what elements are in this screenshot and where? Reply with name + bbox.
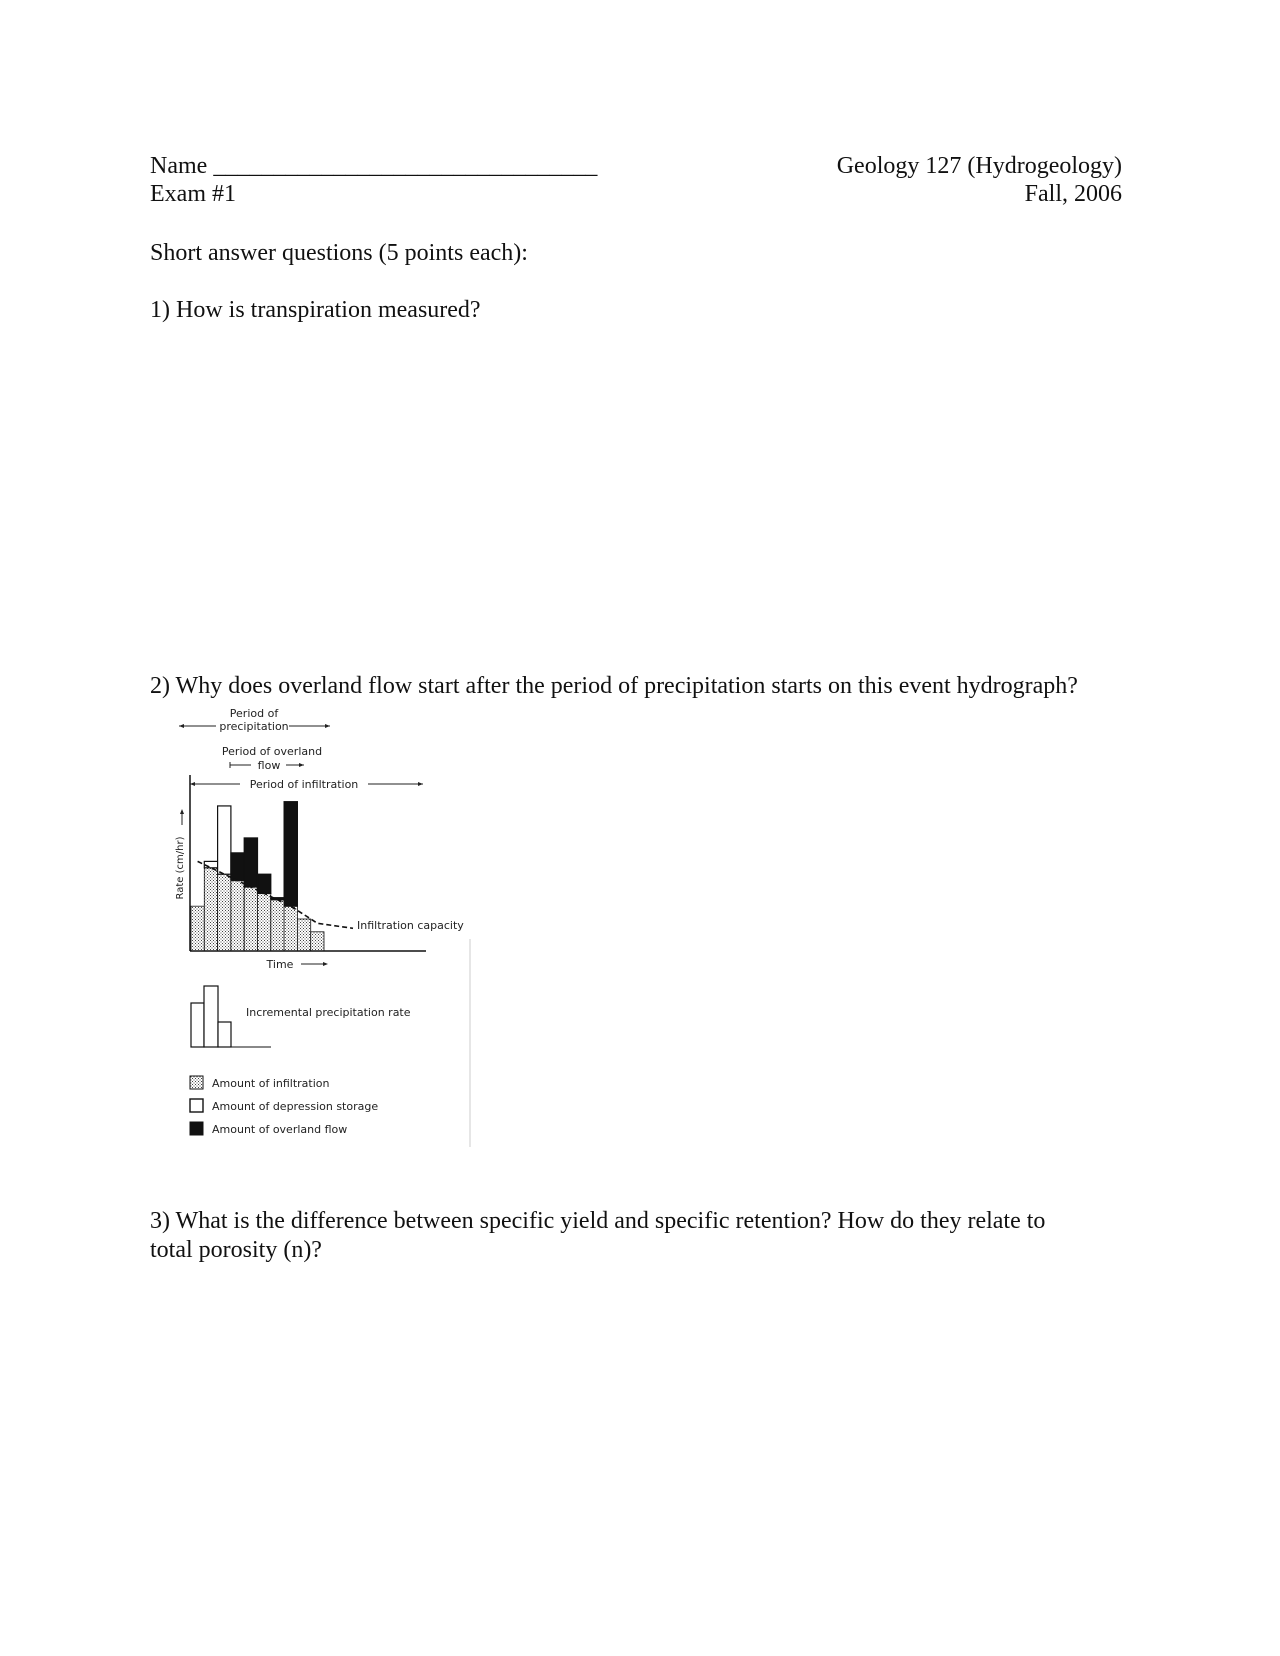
depression-storage-bar [218,806,231,874]
overland-flow-bar [284,802,297,907]
infiltration-bar [297,919,310,951]
legend-overland-label: Amount of overland flow [212,1123,348,1136]
infiltration-bar [258,893,271,951]
name-row [150,152,597,180]
question-3-line-1: 3) What is the difference between specific yield and specific retention? How do they relate to [150,1208,1046,1234]
infiltration-bar [244,887,257,951]
legend-infiltration-swatch [190,1076,203,1089]
exam-label: Exam #1 [150,181,236,207]
period-precip-arrowhead-right [325,724,330,728]
period-overland-label-1: Period of overland [221,745,323,758]
period-overland-arrowhead [299,763,304,767]
period-overland-label-2: flow [257,759,281,772]
depression-storage-bar [204,861,217,867]
y-axis-arrowhead [180,809,184,814]
infiltration-bar [284,906,297,951]
hydrograph-figure [168,703,478,1153]
overland-flow-bar [244,838,257,887]
infiltration-bar [231,881,244,951]
name-blank-line[interactable]: ________________________________ [213,153,598,179]
period-infiltration-arrowhead-right [418,782,423,786]
overland-flow-bar [231,853,244,881]
name-label: Name [150,153,208,179]
period-precip-label-2: precipitation [219,720,289,733]
infiltration-bar [204,868,217,951]
period-precip-label-1: Period of [229,707,279,720]
legend-overland-swatch [190,1122,203,1135]
incremental-precip-label: Incremental precipitation rate [246,1006,411,1019]
course-title: Geology 127 (Hydrogeology) [836,153,1122,179]
question-1: 1) How is transpiration measured? [150,297,481,323]
period-infiltration-label: Period of infiltration [249,778,359,791]
x-axis-label: Time [266,958,294,971]
legend-depression-swatch [190,1099,203,1112]
infiltration-capacity-label: Infiltration capacity [357,919,464,932]
infiltration-bar [271,900,284,951]
period-precip-arrowhead-left [179,724,184,728]
plot-area [191,802,353,951]
x-axis-arrowhead [323,962,328,966]
legend-infiltration-label: Amount of infiltration [212,1077,330,1090]
y-axis-label: Rate (cm/hr) [175,836,186,900]
question-2: 2) Why does overland flow start after the period of precipitation starts on this event hydrograph? [150,673,1078,699]
infiltration-bar [218,874,231,951]
legend-depression-label: Amount of depression storage [212,1100,379,1113]
section-title: Short answer questions (5 points each): [150,240,528,266]
term-label: Fall, 2006 [1024,181,1122,207]
infiltration-bar [311,932,324,951]
infiltration-bar [191,906,204,951]
question-3-line-2: total porosity (n)? [150,1237,322,1263]
